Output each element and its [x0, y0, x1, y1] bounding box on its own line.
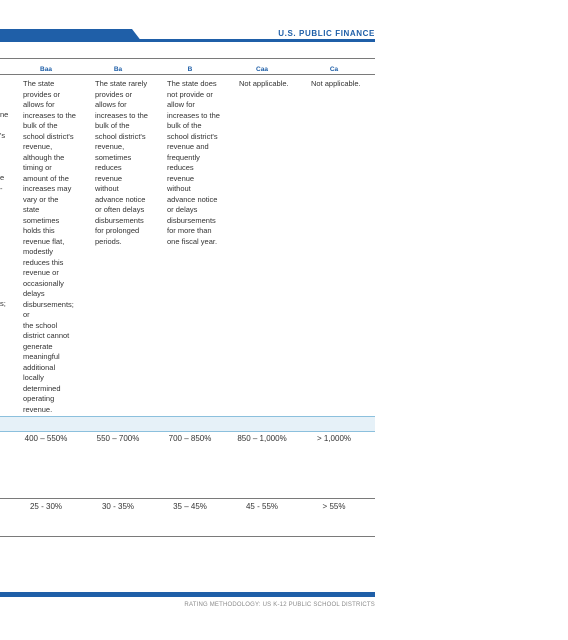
description-line: reduces this	[23, 257, 64, 267]
description-line: meaningful	[23, 352, 60, 361]
table-top-rule	[0, 58, 375, 59]
bottom-accent-bar	[0, 592, 375, 597]
description-line: for more than	[167, 226, 212, 235]
description-line: not provide or	[167, 89, 213, 99]
row1-value-caa: 850 – 1,000%	[237, 434, 287, 443]
description-line: bulk of the	[167, 121, 202, 130]
description-line: state	[23, 205, 40, 214]
description-line: school district's	[23, 131, 74, 141]
table-bottom-rule	[0, 536, 375, 537]
description-line: revenue and	[167, 142, 209, 151]
description-line: reduces	[167, 163, 194, 172]
description-line: occasionally	[23, 278, 64, 288]
description-line: reduces	[95, 163, 122, 172]
column-header-ca: Ca	[329, 66, 339, 73]
section-band	[0, 416, 375, 432]
row1-value-ba: 550 – 700%	[96, 434, 140, 443]
description-line: operating	[23, 394, 55, 403]
description-ca: Not applicable.	[311, 79, 361, 88]
description-line: school district's	[167, 131, 218, 141]
description-line: timing or	[23, 163, 52, 172]
cropped-text-fragment: ne	[0, 110, 9, 119]
row2-value-ba: 30 - 35%	[101, 502, 135, 511]
description-line: The state rarely	[95, 79, 148, 88]
cropped-text-fragment: s;	[0, 299, 6, 308]
column-header-caa: Caa	[256, 66, 268, 73]
description-line: disbursements	[95, 215, 144, 225]
description-line: advance notice	[167, 194, 218, 204]
row2-value-ca: > 55%	[322, 502, 346, 511]
description-line: vary or the	[23, 194, 59, 204]
description-line: revenue	[167, 173, 195, 183]
row2-value-b: 35 – 45%	[173, 502, 207, 511]
description-line: increases may	[23, 184, 72, 193]
description-line: bulk of the	[95, 121, 130, 130]
description-line: periods.	[95, 236, 122, 246]
description-line: without	[95, 184, 119, 193]
description-baa	[23, 79, 85, 415]
description-line: delays	[23, 289, 45, 298]
description-line: The state does	[167, 79, 217, 88]
header-divider	[0, 74, 375, 75]
description-line: sometimes	[95, 152, 132, 162]
description-line: or delays	[167, 205, 198, 214]
description-line: sometimes	[23, 215, 60, 225]
description-line: allows for	[23, 100, 55, 109]
description-line: or	[23, 310, 30, 319]
description-line: district cannot	[23, 331, 70, 340]
description-caa: Not applicable.	[239, 79, 289, 88]
description-line: for prolonged	[95, 226, 140, 235]
row1-value-ca: > 1,000%	[316, 434, 352, 443]
description-line: revenue,	[95, 142, 125, 151]
description-line: provides or	[23, 89, 61, 99]
description-line: increases to the	[95, 110, 148, 120]
description-line: the school	[23, 320, 58, 330]
row1-value-b: 700 – 850%	[168, 434, 212, 443]
description-line: disbursements	[167, 215, 216, 225]
description-line: revenue,	[23, 142, 53, 151]
description-line: allows for	[95, 100, 127, 109]
description-line: school district's	[95, 131, 146, 141]
description-line: generate	[23, 341, 53, 351]
description-b	[167, 79, 229, 247]
cropped-text-fragment: -	[0, 184, 3, 193]
description-line: one fiscal year.	[167, 236, 218, 246]
description-line: revenue or	[23, 268, 59, 277]
row2-value-baa: 25 - 30%	[29, 502, 63, 511]
description-line: bulk of the	[23, 121, 58, 130]
description-line: additional	[23, 362, 56, 372]
description-line: provides or	[95, 89, 133, 99]
description-line: holds this	[23, 226, 55, 235]
description-line: revenue flat,	[23, 236, 65, 246]
row1-value-baa: 400 – 550%	[24, 434, 68, 443]
column-header-ba: Ba	[113, 66, 123, 73]
description-line: determined	[23, 383, 61, 393]
description-line: advance notice	[95, 194, 146, 204]
row-divider	[0, 498, 375, 499]
column-header-baa: Baa	[40, 66, 52, 73]
page-header-title: U.S. PUBLIC FINANCE	[278, 29, 375, 38]
top-accent-line	[0, 39, 375, 42]
description-line: or often delays	[95, 205, 145, 214]
description-line: disbursements;	[23, 299, 74, 309]
description-line: without	[167, 184, 191, 193]
description-line: increases to the	[23, 110, 76, 120]
description-line: modestly	[23, 247, 54, 256]
description-ba	[95, 79, 157, 247]
column-header-b: B	[187, 66, 193, 73]
description-line: increases to the	[167, 110, 220, 120]
description-line: revenue	[95, 173, 123, 183]
description-line: locally	[23, 373, 44, 382]
description-line: frequently	[167, 152, 200, 162]
row2-value-caa: 45 - 55%	[245, 502, 279, 511]
description-line: revenue.	[23, 404, 53, 414]
description-line: amount of the	[23, 173, 69, 183]
cropped-text-fragment: e	[0, 173, 5, 182]
description-line: allow for	[167, 100, 195, 109]
description-line: although the	[23, 152, 65, 162]
description-line: The state	[23, 79, 55, 88]
page-footer: RATING METHODOLOGY: US K-12 PUBLIC SCHOOL DISTRICTS	[184, 602, 375, 608]
cropped-text-fragment: 's	[0, 131, 6, 140]
